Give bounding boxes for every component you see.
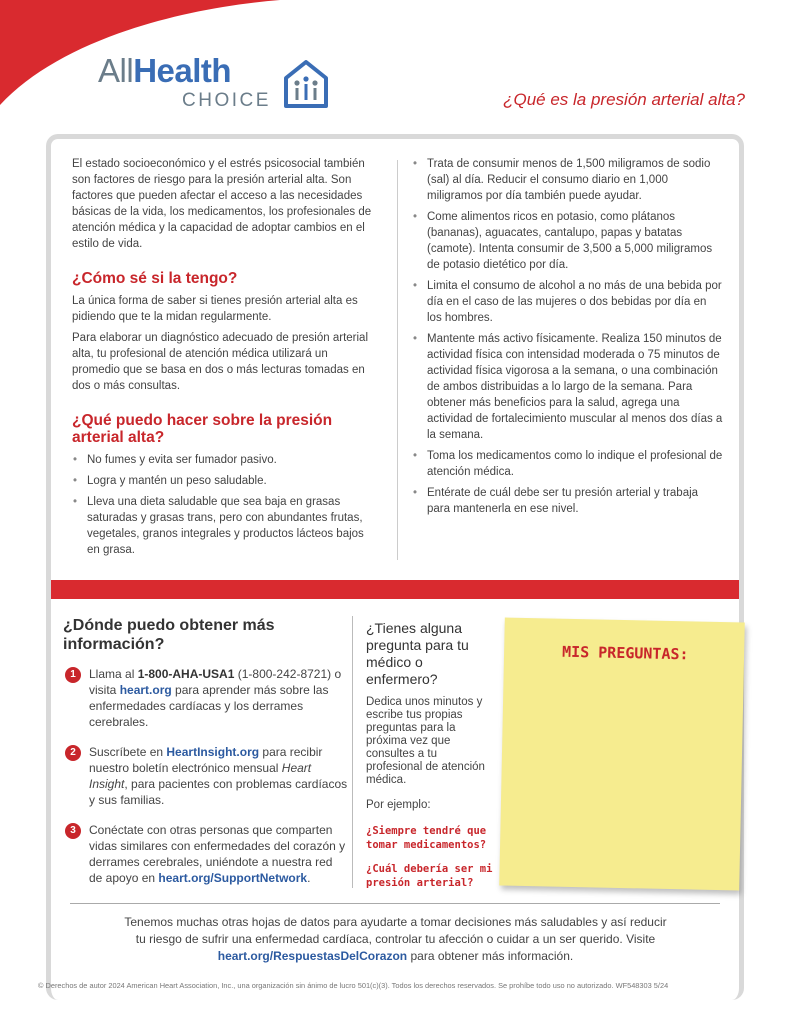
footer-rule <box>70 903 720 904</box>
column-divider <box>352 616 353 888</box>
list-item: • Toma los medicamentos como lo indique el profesional de atención médica. <box>412 448 724 480</box>
example-label: Por ejemplo: <box>366 799 431 811</box>
info-item-2: 2 Suscríbete en HeartInsight.org para recibir nuestro boletín electrónico mensual Heart Insight, para pacientes con problemas cardíacos y sus familias. <box>63 744 348 808</box>
list-item: • Limita el consumo de alcohol a no más de una bebida por día en el caso de las mujeres o dos bebidas por día en los hombres. <box>412 278 724 326</box>
know-paragraph-1: La única forma de saber si tienes presión arterial alta es pidiendo que te la midan regularmente. <box>72 295 358 323</box>
info-item-1: 1 Llama al 1-800-AHA-USA1 (1-800-242-8721) o visita heart.org para aprender más sobre las enfermedades cardíacas y los derrames cerebrales. <box>63 666 348 730</box>
left-column <box>72 156 377 563</box>
more-info-section <box>63 616 348 900</box>
logo-all: All <box>98 52 134 89</box>
heart-org-link[interactable]: heart.org <box>119 683 172 697</box>
copyright-notice: © Derechos de autor 2024 American Heart Association, Inc., una organización sin ánimo de lucro 501(c)(3). Todos los derechos reservados. Se prohíbe todo uso no autorizado. WF548303 5/24 <box>38 981 669 990</box>
column-divider <box>397 160 398 560</box>
house-icon <box>282 56 330 110</box>
list-item: • Trata de consumir menos de 1,500 miligramos de sodio (sal) al día. Reducir el consumo diario en 1,000 miligramos por día también puede ayudar. <box>412 156 724 204</box>
list-item: • Lleva una dieta saludable que sea baja en grasas saturadas y grasas trans, pero con abundantes frutas, vegetales, granos integrales y productos lácteos bajos en grasa. <box>72 494 377 558</box>
questions-section <box>366 620 496 900</box>
right-column <box>412 156 724 522</box>
list-item: • Mantente más activo físicamente. Realiza 150 minutos de actividad física con intensidad moderada o 75 minutos de actividad física vigorosa a la semana, o una combinación de ambos distribuidas a lo largo de la semana. Para obtener más beneficios para la salud, agrega una actividad de fortalecimiento muscular al menos dos días a la semana. <box>412 331 724 443</box>
list-item: • Logra y mantén un peso saludable. <box>72 473 377 489</box>
sticky-note <box>499 618 745 891</box>
questions-body: Dedica unos minutos y escribe tus propias preguntas para la próxima vez que consultes a tu profesional de atención médica. <box>366 696 485 786</box>
example-question-2: ¿Cuál debería ser mi presión arterial? <box>366 863 493 889</box>
respuestas-link[interactable]: heart.org/RespuestasDelCorazon <box>217 949 408 963</box>
sticky-note-label: MIS PREGUNTAS: <box>561 642 689 664</box>
number-badge-3: 3 <box>65 823 81 839</box>
heading-know: ¿Cómo sé si la tengo? <box>72 270 238 287</box>
logo-health: Health <box>133 52 232 89</box>
know-paragraph-2: Para elaborar un diagnóstico adecuado de presión arterial alta, tu profesional de atención médica utilizará un promedio que se basa en dos o más lecturas tomadas en dos o más consultas. <box>72 332 369 392</box>
footer-note: Tenemos muchas otras hojas de datos para ayudarte a tomar decisiones más saludables y así reducir tu riesgo de sufrir una enfermedad cardíaca, controlar tu afección o cuidar a un ser querido. Visite heart.org/RespuestasDelCorazon para obtener más información. <box>124 915 667 963</box>
logo-choice: CHOICE <box>182 90 271 111</box>
intro-text: El estado socioeconómico y el estrés psicosocial también son factores de riesgo para la presión arterial alta. Son factores que pueden afectar el acceso a las necesidades básicas de la vida, los medicamentos, los profesionales de atención médica y la capacidad de adoptar cambios en el estilo de vida. <box>72 158 372 250</box>
example-question-1: ¿Siempre tendré que tomar medicamentos? <box>366 825 487 851</box>
questions-heading: ¿Tienes alguna pregunta para tu médico o enfermero? <box>366 620 469 687</box>
more-info-heading: ¿Dónde puedo obtener más información? <box>63 617 275 653</box>
list-item: • Entérate de cuál debe ser tu presión arterial y trabaja para mantenerla en ese nivel. <box>412 485 724 517</box>
list-item: • Come alimentos ricos en potasio, como plátanos (bananas), aguacates, cantalupo, papas y batatas (camote). Intenta consumir de 3,500 a 5,000 miligramos de potasio dietético por día. <box>412 209 724 273</box>
tips-list-right <box>412 156 724 517</box>
phone-number: 1-800-AHA-USA1 <box>137 667 235 681</box>
number-badge-2: 2 <box>65 745 81 761</box>
section-divider-band <box>51 580 739 599</box>
page-title: ¿Qué es la presión arterial alta? <box>503 90 745 109</box>
number-badge-1: 1 <box>65 667 81 683</box>
heartinsight-link[interactable]: HeartInsight.org <box>166 745 260 759</box>
heading-what-to-do: ¿Qué puedo hacer sobre la presión arterial alta? <box>72 412 333 446</box>
allhealth-choice-logo <box>98 52 338 114</box>
info-item-3: 3 Conéctate con otras personas que comparten vidas similares con enfermedades del corazón y derrames cerebrales, uniéndote a nuestra red de apoyo en heart.org/SupportNetwork. <box>63 822 348 886</box>
list-item: • No fumes y evita ser fumador pasivo. <box>72 452 377 468</box>
tips-list-left <box>72 452 377 558</box>
support-network-link[interactable]: heart.org/SupportNetwork <box>158 871 308 885</box>
